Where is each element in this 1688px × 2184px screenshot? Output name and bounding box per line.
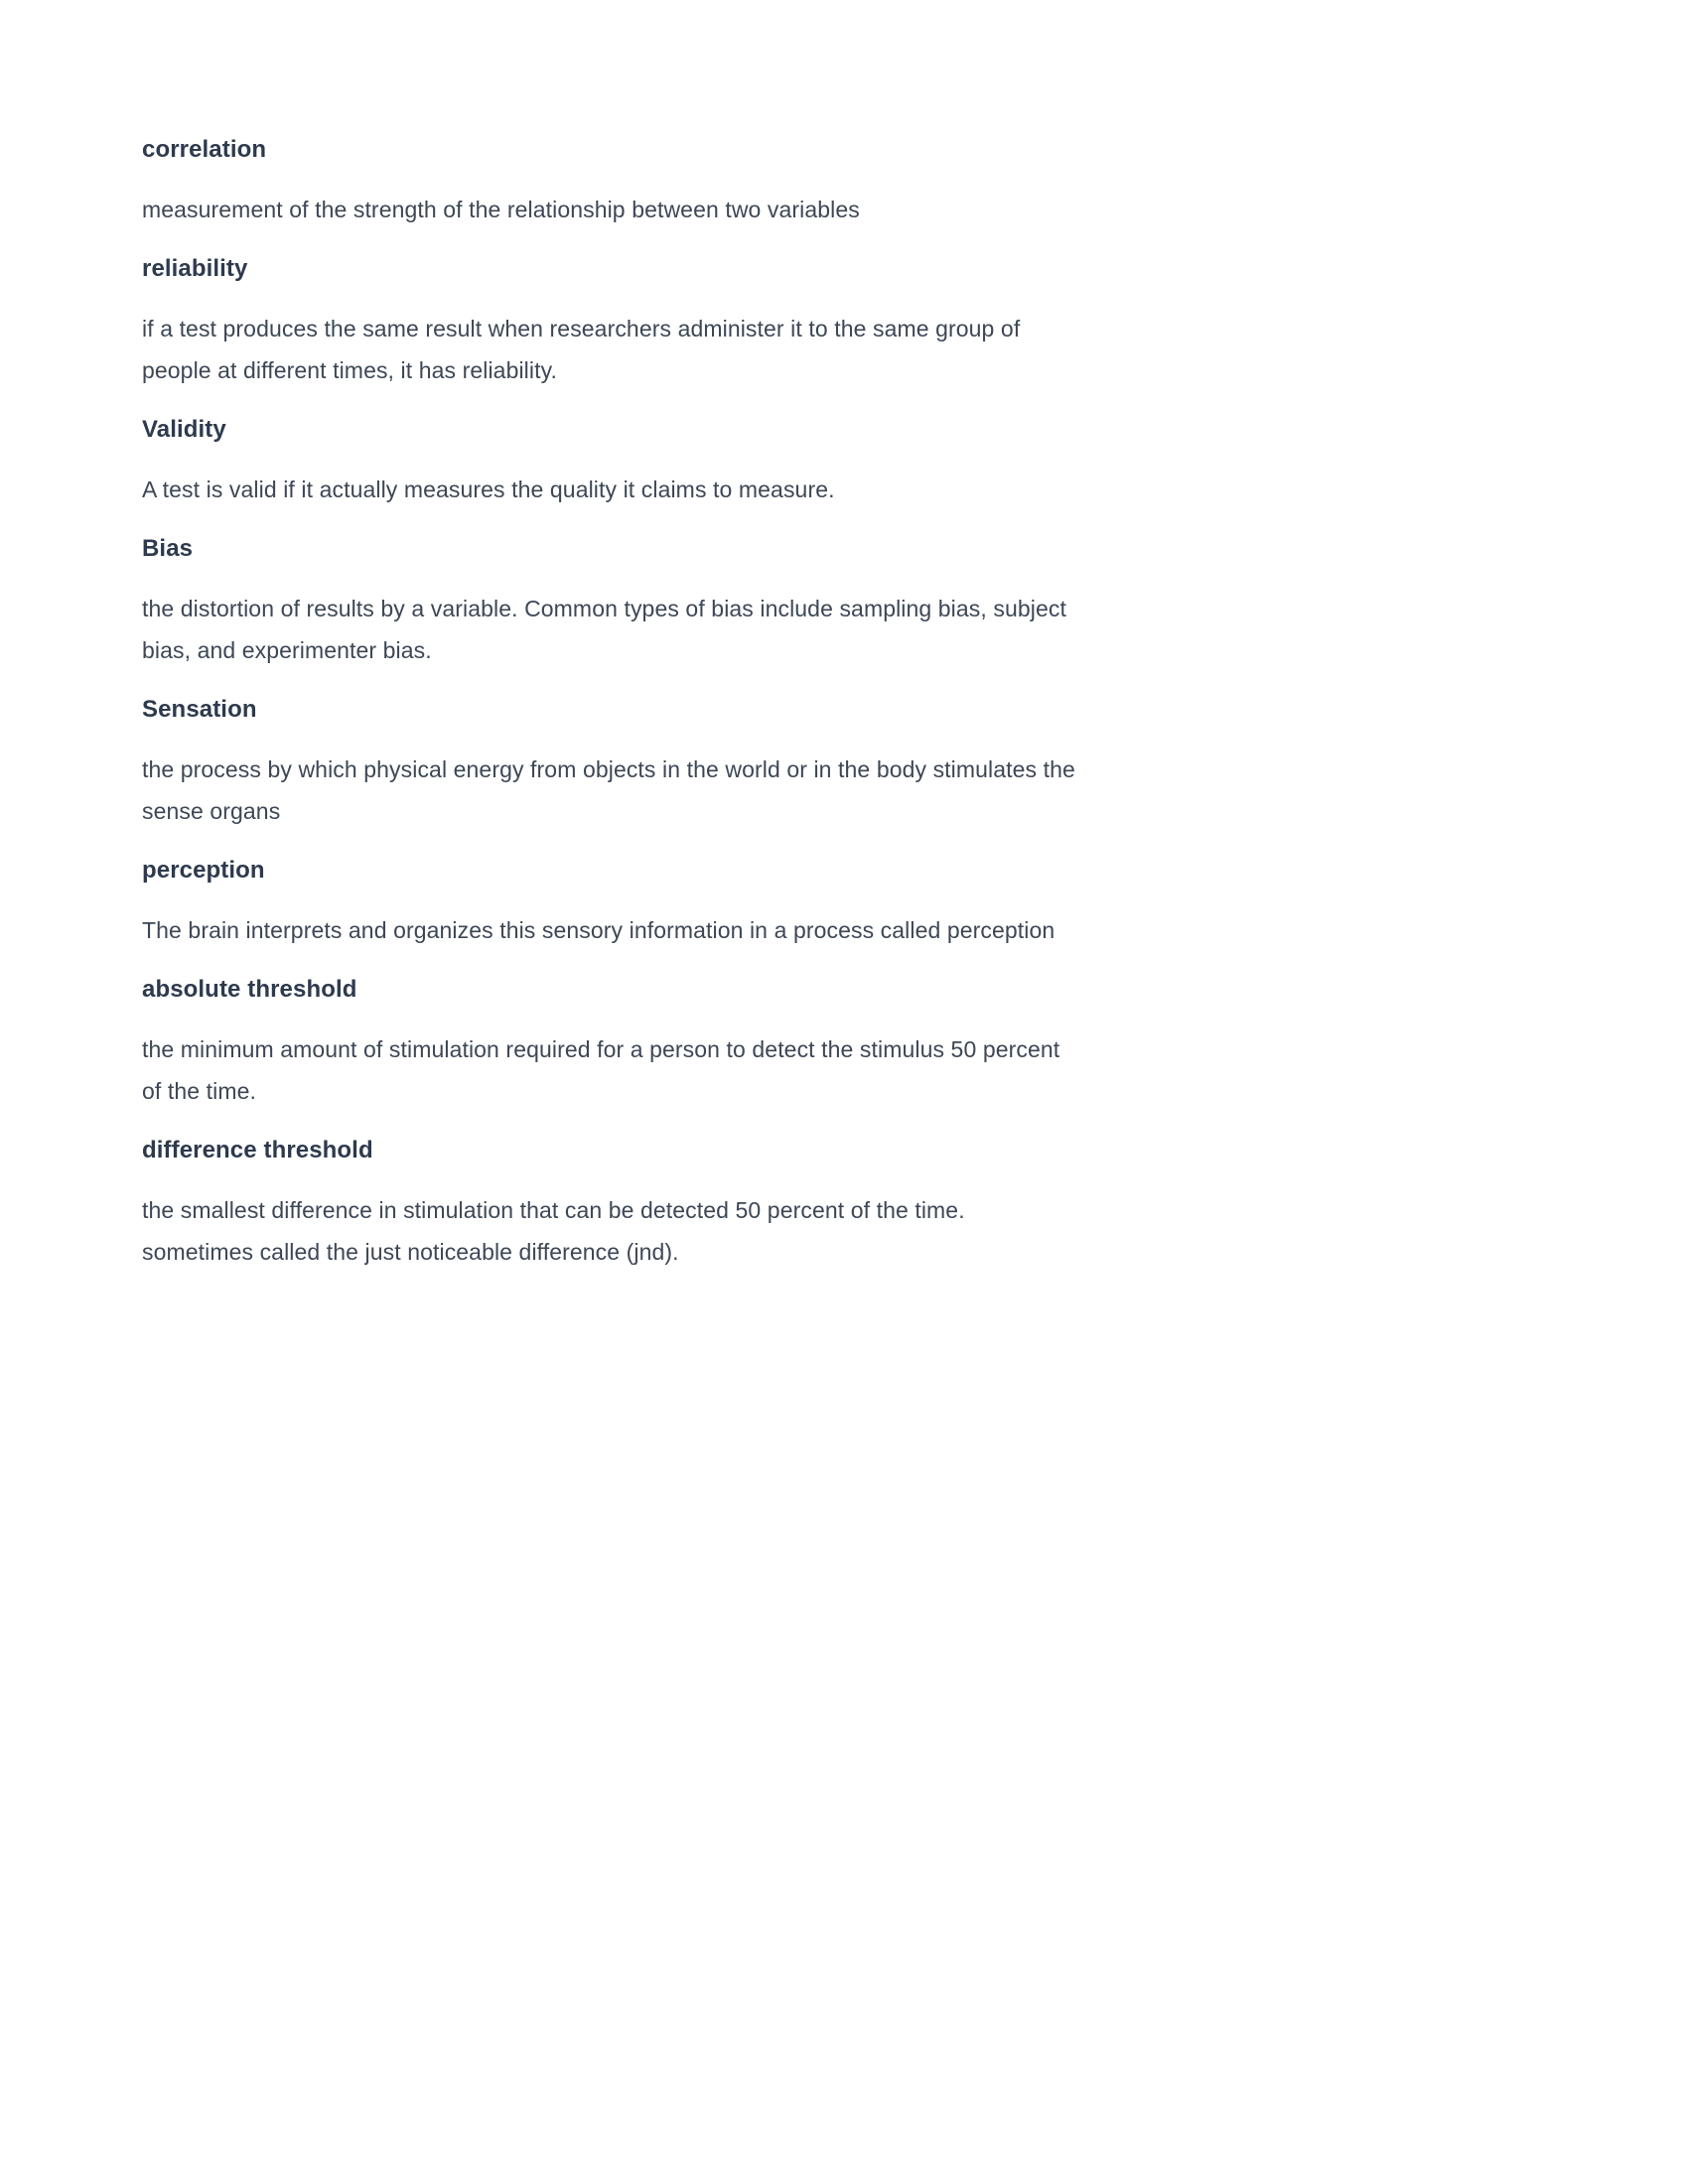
definition-text: A test is valid if it actually measures the quality it claims to measure. xyxy=(142,477,835,502)
term-heading: Bias xyxy=(142,535,194,562)
term-heading: Validity xyxy=(142,416,226,443)
definition-text: measurement of the strength of the relationship between two variables xyxy=(142,197,860,222)
glossary-entry xyxy=(142,415,1075,510)
glossary-entry xyxy=(142,856,1075,951)
glossary-entry xyxy=(142,254,1075,391)
definition-text: if a test produces the same result when researchers administer it to the same group of people at different times, it has reliability. xyxy=(142,316,1021,383)
term-heading: correlation xyxy=(142,136,267,163)
term-heading: Sensation xyxy=(142,696,257,723)
glossary-entry xyxy=(142,695,1075,832)
definition-text: the distortion of results by a variable. Common types of bias include sampling bias, subject bias, and experimenter bias. xyxy=(142,596,1066,663)
term-heading: absolute threshold xyxy=(142,976,357,1003)
definition-text: the minimum amount of stimulation required for a person to detect the stimulus 50 percent of the time. xyxy=(142,1036,1060,1104)
glossary-entries xyxy=(142,135,1075,1273)
term-heading: difference threshold xyxy=(142,1137,373,1163)
glossary-entry xyxy=(142,1136,1075,1273)
term-heading: perception xyxy=(142,857,265,884)
glossary-entry xyxy=(142,135,1075,230)
term-heading: reliability xyxy=(142,255,248,282)
glossary-entry xyxy=(142,534,1075,671)
definition-text: the process by which physical energy from objects in the world or in the body stimulates the sense organs xyxy=(142,756,1075,824)
definition-text: The brain interprets and organizes this sensory information in a process called perception xyxy=(142,917,1055,943)
glossary-entry xyxy=(142,975,1075,1112)
definition-text: the smallest difference in stimulation that can be detected 50 percent of the time. sometimes called the just noticeable difference (jnd). xyxy=(142,1197,965,1265)
